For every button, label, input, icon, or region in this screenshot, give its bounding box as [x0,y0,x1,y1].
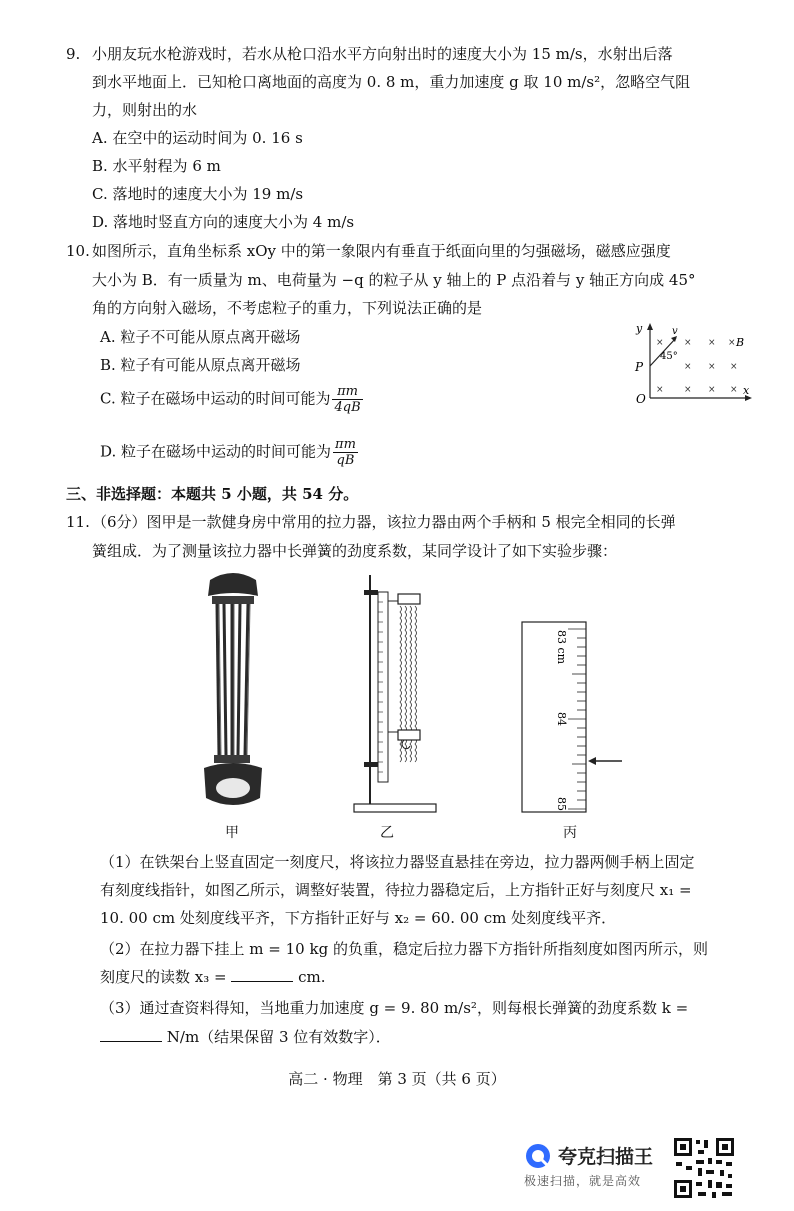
scanner-watermark [520,1136,790,1202]
stand-base [354,804,436,812]
cross-mark: × [708,338,716,348]
q11-part2-line-1: （2）在拉力器下挂上 m = 10 kg 的负重，稳定后拉力器下方指针所指刻度如图丙所示，则 [100,940,708,958]
top-clamp [364,590,378,595]
qr-code-icon [672,1136,736,1200]
scanner-slogan: 极速扫描，就是高效 [524,1174,642,1188]
cross-mark: × [656,385,664,395]
q9-option-a: A. 在空中的运动时间为 0. 16 s [92,129,303,147]
point-p-label: P [635,360,644,374]
q11-part1-line-1: （1）在铁架台上竖直固定一刻度尺，将该拉力器竖直悬挂在旁边，拉力器两侧手柄上固定 [100,853,695,871]
ruler [378,592,388,782]
velocity-label: v [672,326,678,337]
q10-number: 10. [66,242,90,260]
q11-part2-line-2 [100,967,326,987]
page-footer: 高二 · 物理 第 3 页（共 6 页） [288,1070,506,1088]
q11-number: 11. [66,513,90,531]
q11-part1-line-3: 10. 00 cm 处刻度线平齐，下方指针正好与 x₂ = 60. 00 cm 处刻度线平齐． [100,909,617,927]
q10-stem-line-1: 如图所示，直角坐标系 xOy 中的第一象限内有垂直于纸面向里的匀强磁场，磁感应强度 [92,242,671,260]
q11-part3-line-1: （3）通过查资料得知，当地重力加速度 g = 9. 80 m/s²，则每根长弹簧的劲度系数 k = [100,999,689,1017]
cross-mark: × [684,385,692,395]
y-axis-label: y [636,322,643,335]
q10-option-c-text: C. 粒子在磁场中运动的时间可能为 [100,389,331,408]
x-axis-label: x [743,384,750,397]
cross-mark: × [708,385,716,395]
top-handle [208,573,258,596]
caption-jia: 甲 [225,825,239,841]
q10-option-d-fraction: $\frac{\pi m}{qB}$ [335,437,356,468]
bottom-handle-grip [216,778,250,798]
q11-part2-reading-label: 刻度尺的读数 x₃ = [100,968,232,986]
q11-part1-line-2: 有刻度线指针，如图乙所示，调整好装置，待拉力器稳定后，上方指针正好与刻度尺 x₁ = [100,881,692,899]
answer-blank-x3[interactable] [231,967,293,982]
answer-blank-k[interactable] [100,1027,162,1042]
top-bracket [212,596,254,604]
bottom-bracket [214,755,250,763]
q11-part3-unit: N/m（结果保留 3 位有效数字）． [162,1028,391,1046]
cross-mark: × [656,338,664,348]
cross-mark: × [708,362,716,372]
q11-stem-line-2: 簧组成．为了测量该拉力器中长弹簧的劲度系数，某同学设计了如下实验步骤： [92,542,618,560]
q11-part2-unit: cm. [293,968,326,986]
q10-option-a: A. 粒子不可能从原点离开磁场 [100,328,301,346]
cross-mark: × [684,362,692,372]
cross-mark: × [728,338,736,348]
q11-stem-line-1: （6分）图甲是一款健身房中常用的拉力器，该拉力器由两个手柄和 5 根完全相同的长弹 [92,513,676,531]
scanner-app-name: 夸克扫描王 [558,1146,654,1168]
ruler-label-83: 83 cm [555,630,568,665]
q9-stem-line-2: 到水平地面上．已知枪口离地面的高度为 0. 8 m，重力加速度 g 取 10 m/s²，忽略空气阻 [92,73,691,91]
caption-yi: 乙 [380,825,394,841]
ruler-label-84: 84 [555,712,568,726]
caption-bing: 丙 [563,825,577,841]
q9-option-b: B. 水平射程为 6 m [92,157,221,175]
section-3-heading: 三、非选择题：本题共 5 小题，共 54 分。 [66,485,359,503]
q11-part3-line-2 [100,1027,391,1047]
chest-expander-figure [196,570,271,815]
q9-stem-line-1: 小朋友玩水枪游戏时，若水从枪口沿水平方向射出时的速度大小为 15 m/s，水射出后落 [92,45,673,63]
ruler-body [522,622,586,812]
origin-label: O [636,392,646,406]
q10-option-d [100,437,358,468]
q9-stem-line-3: 力，则射出的水 [92,101,198,119]
q10-stem-line-3: 角的方向射入磁场，不考虑粒子的重力，下列说法正确的是 [92,299,483,317]
cross-mark: × [684,338,692,348]
cross-mark: × [730,385,738,395]
angle-label: 45° [660,351,678,362]
ruler-detail-figure [520,620,625,815]
upper-handle [398,594,420,604]
cross-mark: × [730,362,738,372]
q10-magnetic-field-figure [630,322,755,407]
b-label: B [736,336,745,349]
q10-option-c-fraction: $\frac{\pi m}{4qB}$ [334,384,361,415]
q10-option-b: B. 粒子有可能从原点离开磁场 [100,356,301,374]
q9-option-d: D. 落地时竖直方向的速度大小为 4 m/s [92,213,355,231]
q10-option-d-text: D. 粒子在磁场中运动的时间可能为 [100,442,332,461]
pointer-arrow-icon [588,757,596,765]
q10-stem-line-2: 大小为 B．有一质量为 m、电荷量为 −q 的粒子从 y 轴上的 P 点沿着与 y 轴正方向成 45° [92,271,696,289]
q9-number: 9. [66,45,81,63]
iron-stand-figure [352,572,442,817]
scanner-logo-icon [524,1142,552,1170]
q9-option-c: C. 落地时的速度大小为 19 m/s [92,185,304,203]
y-axis-arrow-icon [647,323,653,330]
q10-option-c [100,384,363,415]
hook [402,740,410,749]
springs [217,604,248,755]
bottom-clamp [364,762,378,767]
ruler-label-85: 85 [555,797,568,811]
lower-handle [398,730,420,740]
